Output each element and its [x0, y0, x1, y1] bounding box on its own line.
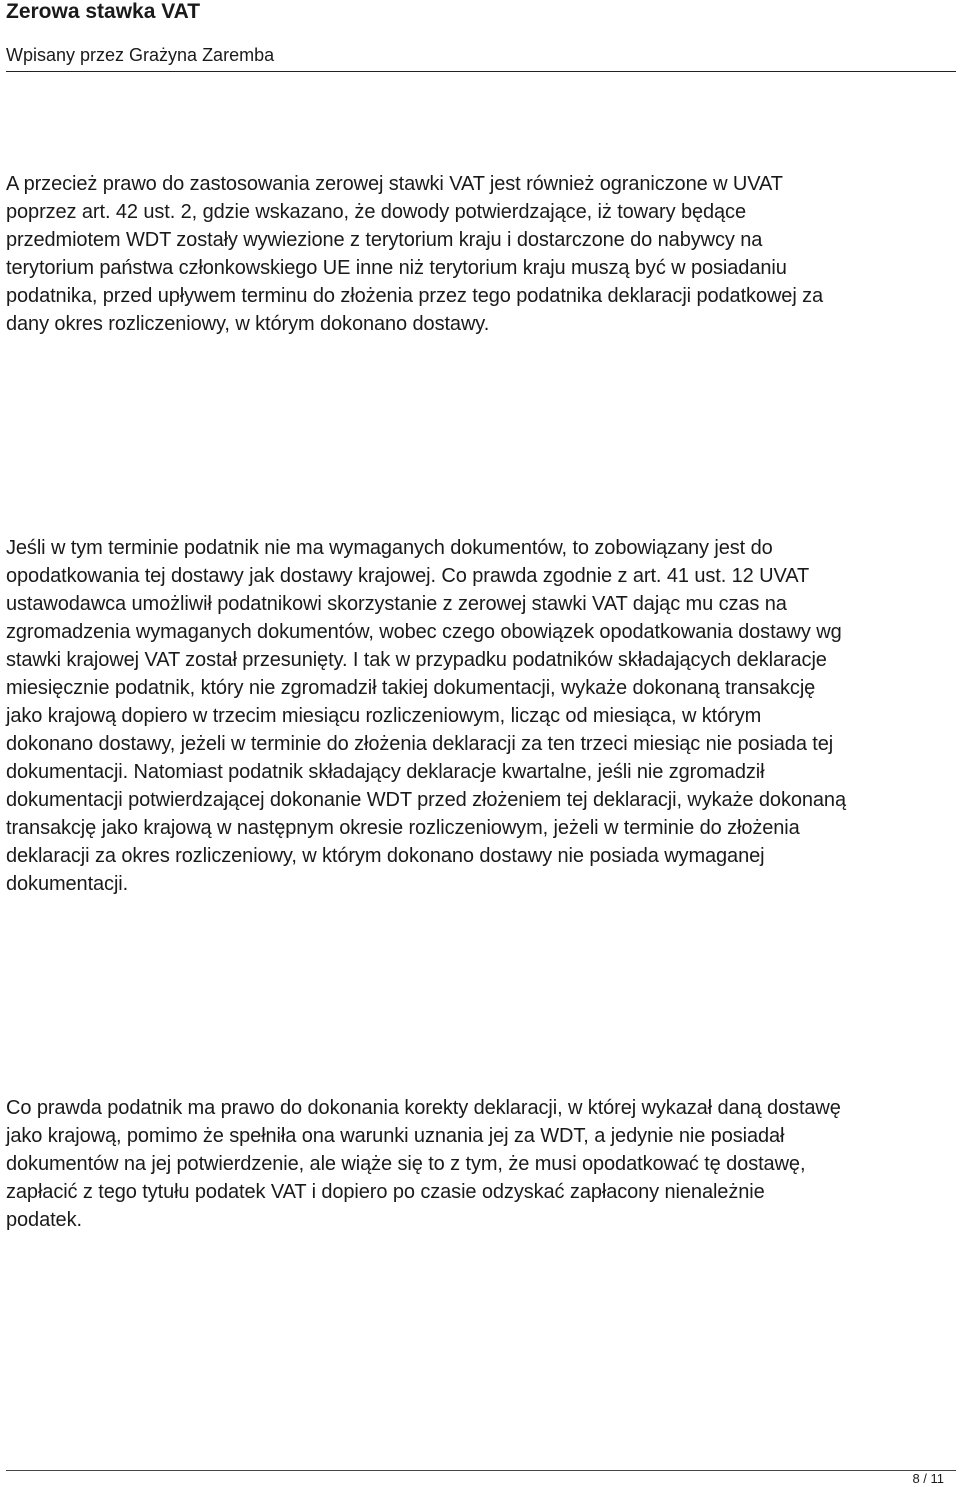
text-line: opodatkowania tej dostawy jak dostawy krajowej. Co prawda zgodnie z art. 41 ust. 12 UVAT [6, 565, 810, 587]
text-line: przedmiotem WDT zostały wywiezione z terytorium kraju i dostarczone do nabywcy na [6, 229, 763, 251]
footer-divider [6, 1470, 956, 1471]
paragraph-3 [6, 1094, 958, 1234]
page-number: 8 / 11 [912, 1471, 944, 1486]
text-line: podatek. [6, 1209, 82, 1231]
text-line: poprzez art. 42 ust. 2, gdzie wskazano, że dowody potwierdzające, iż towary będące [6, 201, 746, 223]
text-line: stawki krajowej VAT został przesunięty. I tak w przypadku podatników składających deklaracje [6, 649, 827, 671]
text-line: deklaracji za okres rozliczeniowy, w którym dokonano dostawy nie posiada wymaganej [6, 845, 765, 867]
text-line: Jeśli w tym terminie podatnik nie ma wymaganych dokumentów, to zobowiązany jest do [6, 537, 773, 559]
author-byline: Wpisany przez Grażyna Zaremba [6, 45, 275, 65]
text-line: dokumentów na jej potwierdzenie, ale wiąże się to z tym, że musi opodatkować tę dostawę, [6, 1153, 806, 1175]
text-line: dokumentacji. [6, 873, 129, 895]
text-line: zapłacić z tego tytułu podatek VAT i dopiero po czasie odzyskać zapłacony nienależnie [6, 1181, 765, 1203]
header-divider [6, 71, 956, 72]
paragraph-2 [6, 534, 958, 898]
text-line: miesięcznie podatnik, który nie zgromadził takiej dokumentacji, wykaże dokonaną transakcję [6, 677, 816, 699]
text-line: A przecież prawo do zastosowania zerowej stawki VAT jest również ograniczone w UVAT [6, 173, 783, 195]
text-line: transakcję jako krajową w następnym okresie rozliczeniowym, jeżeli w terminie do złożenia [6, 817, 800, 839]
text-line: podatnika, przed upływem terminu do złożenia przez tego podatnika deklaracji podatkowej za [6, 285, 824, 307]
text-line: dany okres rozliczeniowy, w którym dokonano dostawy. [6, 313, 490, 335]
text-line: ustawodawca umożliwił podatnikowi skorzystanie z zerowej stawki VAT dając mu czas na [6, 593, 787, 615]
text-line: jako krajową, pomimo że spełniła ona warunki uznania jej za WDT, a jedynie nie posiadał [6, 1125, 785, 1147]
paragraph-1 [6, 170, 958, 338]
text-line: Co prawda podatnik ma prawo do dokonania korekty deklaracji, w której wykazał daną dostawę [6, 1097, 841, 1119]
text-line: jako krajową dopiero w trzecim miesiącu rozliczeniowym, licząc od miesiąca, w którym [6, 705, 762, 727]
text-line: dokumentacji potwierdzającej dokonanie WDT przed złożeniem tej deklaracji, wykaże dokonaną [6, 789, 846, 811]
document-title: Zerowa stawka VAT [6, 0, 201, 23]
text-line: zgromadzenia wymaganych dokumentów, wobec czego obowiązek opodatkowania dostawy wg [6, 621, 842, 643]
text-line: terytorium państwa członkowskiego UE inne niż terytorium kraju muszą być w posiadaniu [6, 257, 787, 279]
text-line: dokonano dostawy, jeżeli w terminie do złożenia deklaracji za ten trzeci miesiąc nie posiada tej [6, 733, 834, 755]
text-line: dokumentacji. Natomiast podatnik składający deklaracje kwartalne, jeśli nie zgromadził [6, 761, 765, 783]
